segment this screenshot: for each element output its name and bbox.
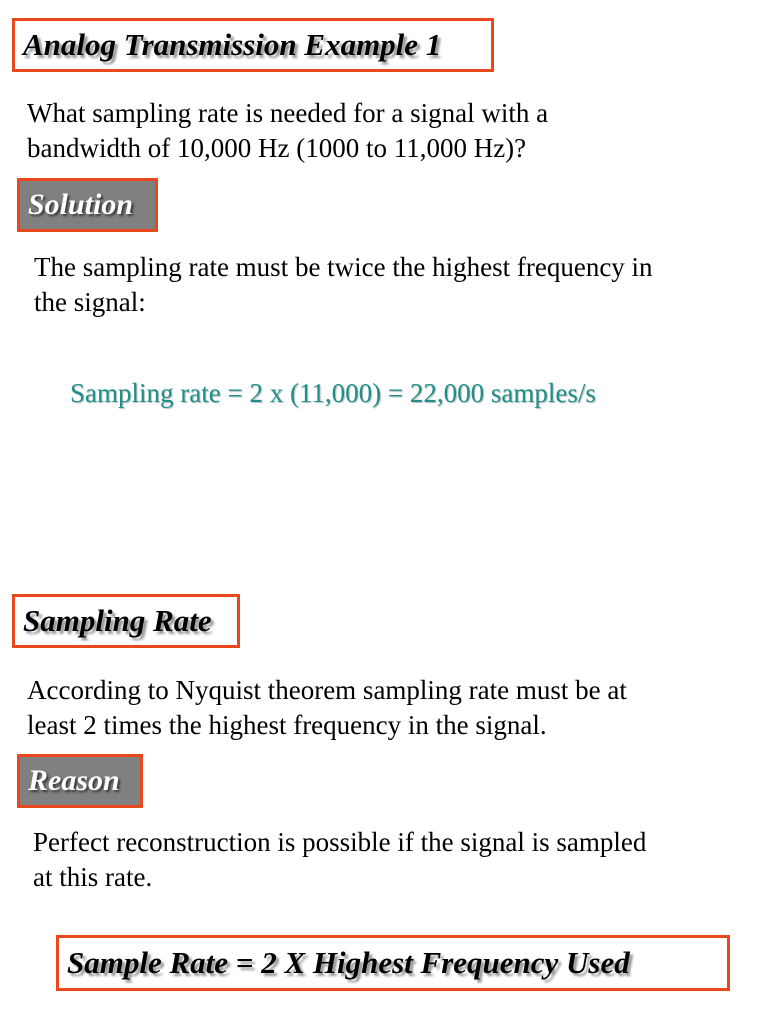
- reason-text: [33, 825, 753, 895]
- reason-label-text: Reason: [28, 764, 120, 797]
- example-title-text: Analog Transmission Example 1: [23, 27, 442, 62]
- question-line-2: bandwidth of 10,000 Hz (1000 to 11,000 Hz)?: [27, 133, 527, 163]
- sampling-formula: Sampling rate = 2 x (11,000) = 22,000 samples/s: [70, 378, 596, 408]
- nyquist-line-2: least 2 times the highest frequency in the signal.: [27, 710, 547, 740]
- sample-rate-rule-text: Sample Rate = 2 X Highest Frequency Used: [67, 945, 630, 980]
- question-line-1: What sampling rate is needed for a signal with a: [27, 98, 549, 128]
- example-title: [12, 18, 494, 72]
- nyquist-line-1: According to Nyquist theorem sampling rate must be at: [27, 675, 627, 705]
- reason-line-1: Perfect reconstruction is possible if the signal is sampled: [33, 827, 647, 857]
- solution-label-text: Solution: [28, 188, 134, 221]
- sampling-rate-title: [12, 594, 240, 648]
- solution-label: [17, 178, 158, 232]
- sample-rate-rule: [56, 935, 730, 991]
- question-text: [27, 96, 747, 166]
- solution-line-2: the signal:: [34, 287, 146, 317]
- solution-text: [34, 250, 754, 320]
- reason-label: [17, 754, 143, 808]
- sampling-rate-title-text: Sampling Rate: [23, 603, 212, 638]
- solution-line-1: The sampling rate must be twice the highest frequency in: [34, 252, 653, 282]
- reason-line-2: at this rate.: [33, 862, 153, 892]
- nyquist-text: [27, 673, 747, 743]
